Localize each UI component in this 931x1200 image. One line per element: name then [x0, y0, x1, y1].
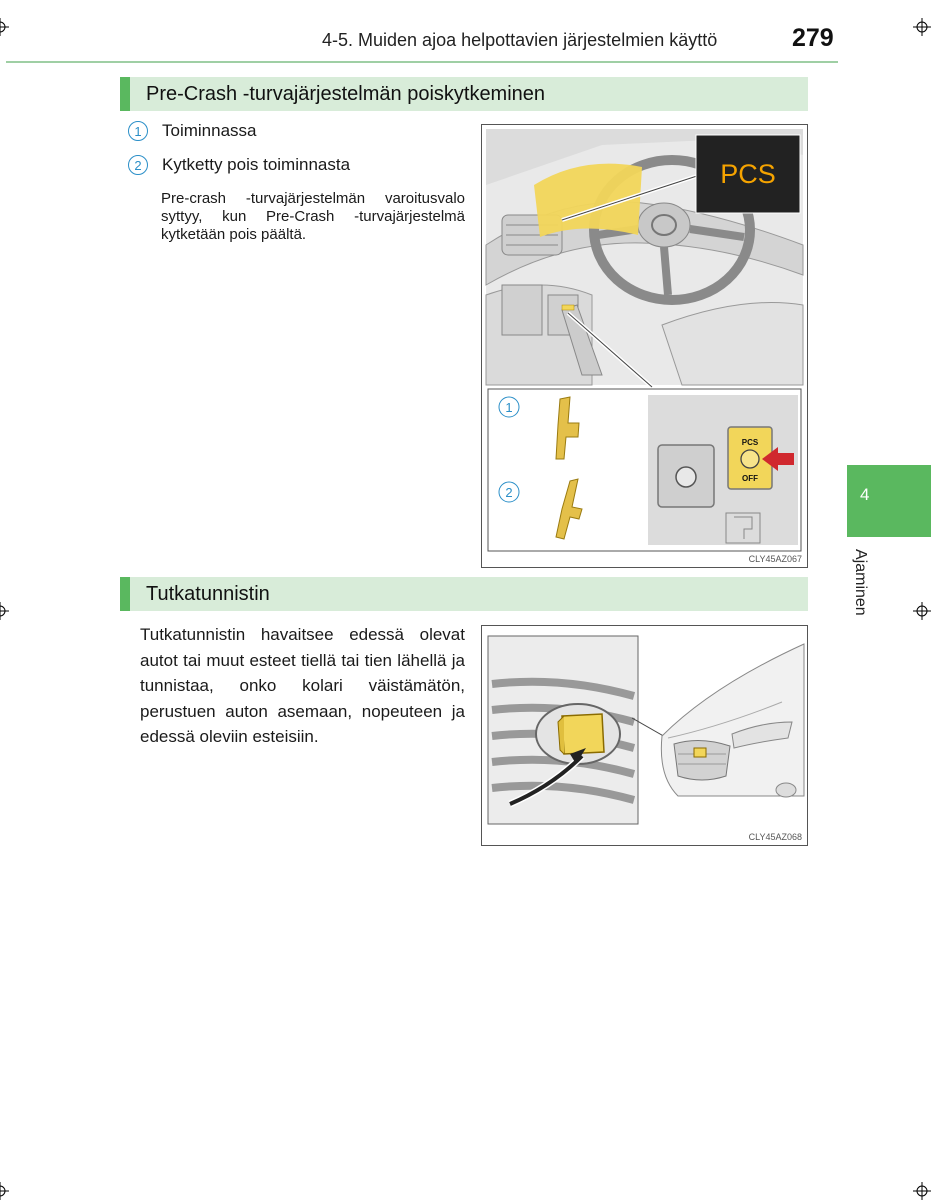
radar-sensor-figure [481, 625, 808, 846]
circled-number: 1 [128, 121, 148, 141]
grille-closeup [488, 636, 638, 824]
list-item-label: Kytketty pois toiminnasta [162, 155, 351, 174]
section-heading-bar [120, 77, 808, 111]
pcs-indicator-label: PCS [720, 159, 776, 189]
chapter-tab-label: Ajaminen [852, 549, 869, 616]
header-divider [6, 61, 838, 63]
figure-caption: CLY45AZ067 [748, 554, 802, 564]
chapter-tab[interactable] [847, 465, 931, 537]
page-number: 279 [792, 24, 834, 52]
radar-sensor-description: Tutkatunnistin havaitsee edessä olevat autot tai muut esteet tiellä tai tien lähellä ja tunnistaa, onko kolari väistämätön, perustuen auton asemaan, nopeuteen ja edessä oleviin esteisiin. [140, 625, 465, 746]
section-heading-bar [120, 577, 808, 611]
pcs-indicator [696, 135, 800, 213]
registration-mark-mid-left [0, 602, 9, 620]
pcs-off-switch-panel [648, 395, 798, 545]
pcs-figure [481, 124, 808, 568]
list-item [128, 155, 350, 175]
section-title: Tutkatunnistin [146, 583, 270, 605]
registration-mark-top-left [0, 18, 9, 36]
figure-caption: CLY45AZ068 [748, 832, 802, 842]
switch-label-pcs: PCS [741, 438, 759, 447]
chapter-title: 4-5. Muiden ajoa helpottavien järjestelmien käyttö [322, 30, 718, 50]
list-item-label: Toiminnassa [162, 121, 257, 140]
switch-label-off: OFF [742, 474, 758, 483]
circled-number: 2 [128, 155, 148, 175]
chapter-tab-number: 4 [860, 485, 870, 504]
inset-number-1: 1 [505, 400, 513, 415]
list-item [128, 121, 257, 141]
section-title: Pre-Crash -turvajärjestelmän poiskytkeminen [146, 83, 546, 105]
registration-mark-top-right [913, 18, 931, 36]
registration-mark-mid-right [913, 602, 931, 620]
registration-mark-bottom-right [913, 1182, 931, 1200]
car-front-illustration [661, 644, 804, 797]
warning-description: Pre-crash -turvajärjestelmän varoitusvalo syttyy, kun Pre-Crash -turvajärjestelmä kytketään pois päältä. [161, 190, 465, 243]
inset-number-2: 2 [505, 485, 513, 500]
registration-mark-bottom-left [0, 1182, 9, 1200]
